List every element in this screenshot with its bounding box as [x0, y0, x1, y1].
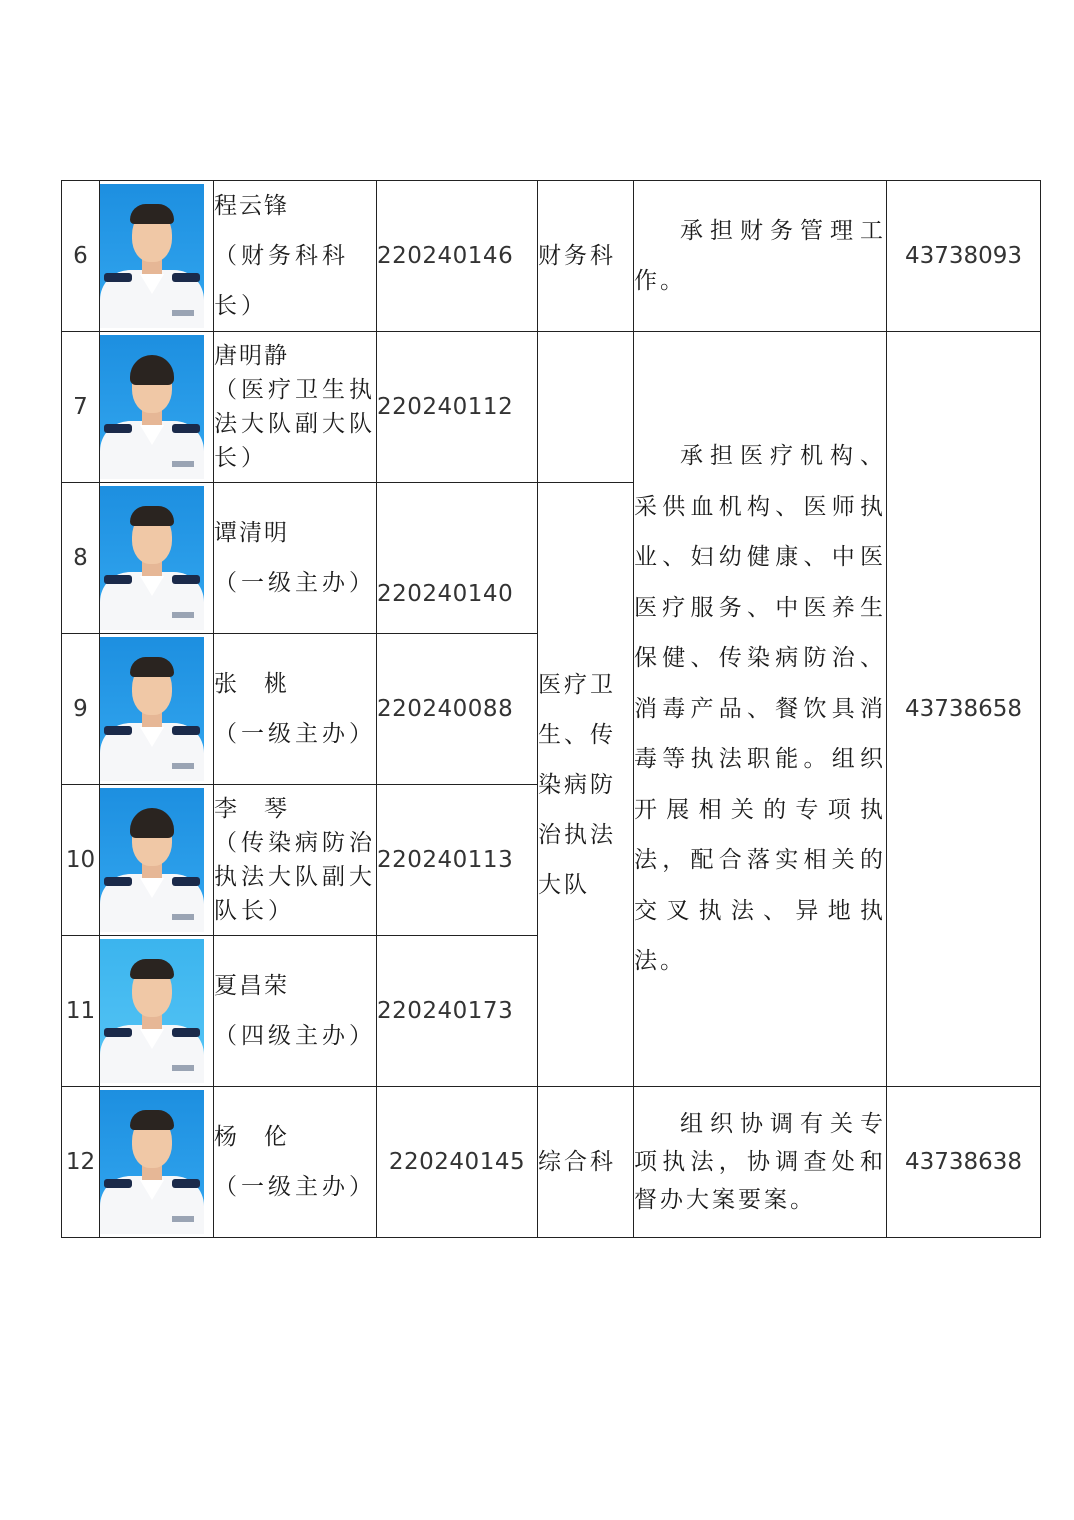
staff-name-cell — [214, 1087, 377, 1238]
row-index: 11 — [62, 936, 100, 1087]
phone-number: 43738093 — [887, 181, 1041, 332]
table-row — [62, 332, 1041, 483]
staff-id: 220240088 — [377, 634, 538, 785]
staff-title: （一级主办） — [214, 721, 376, 747]
staff-title: （财务科科长） — [214, 243, 349, 319]
staff-id: 220240146 — [377, 181, 538, 332]
person-portrait-icon — [100, 184, 204, 328]
staff-name: 杨 伦 — [214, 1124, 289, 1150]
row-index: 10 — [62, 785, 100, 936]
staff-name-cell — [214, 634, 377, 785]
duty-description: 承担医疗机构、采供血机构、医师执业、妇幼健康、中医医疗服务、中医养生保健、传染病防治、消毒产品、餐饮具消毒等执法职能。组织开展相关的专项执法，配合落实相关的交叉执法、异地执法。 — [634, 332, 887, 1087]
staff-title: （一级主办） — [214, 570, 376, 596]
phone-number: 43738638 — [887, 1087, 1041, 1238]
staff-id: 220240173 — [377, 936, 538, 1087]
department-empty — [538, 332, 634, 483]
row-index: 9 — [62, 634, 100, 785]
photo-cell — [100, 483, 214, 634]
staff-id: 220240112 — [377, 332, 538, 483]
staff-name-cell — [214, 483, 377, 634]
person-portrait-icon — [100, 788, 204, 932]
person-portrait-icon — [100, 1090, 204, 1234]
staff-name-cell — [214, 181, 377, 332]
photo-cell — [100, 785, 214, 936]
person-portrait-icon — [100, 939, 204, 1083]
department: 综合科 — [538, 1087, 634, 1238]
staff-name: 夏昌荣 — [214, 973, 289, 999]
person-portrait-icon — [100, 637, 204, 781]
staff-title: （传染病防治执法大队副大队长） — [214, 830, 376, 924]
row-index: 7 — [62, 332, 100, 483]
duty-description: 承担财务管理工作。 — [634, 181, 887, 332]
staff-name: 谭清明 — [214, 520, 289, 546]
person-portrait-icon — [100, 335, 204, 479]
phone-number: 43738658 — [887, 332, 1041, 1087]
photo-cell — [100, 1087, 214, 1238]
staff-name-cell — [214, 785, 377, 936]
staff-name: 张 桃 — [214, 671, 289, 697]
staff-name-cell — [214, 332, 377, 483]
staff-name: 李 琴 — [214, 796, 289, 822]
staff-id: 220240140 — [377, 483, 538, 634]
row-index: 8 — [62, 483, 100, 634]
staff-table — [61, 180, 1041, 1238]
staff-title: （一级主办） — [214, 1174, 376, 1200]
table-row — [62, 181, 1041, 332]
photo-cell — [100, 332, 214, 483]
row-index: 6 — [62, 181, 100, 332]
staff-name-cell — [214, 936, 377, 1087]
photo-cell — [100, 181, 214, 332]
duty-description: 组织协调有关专项执法，协调查处和督办大案要案。 — [634, 1087, 887, 1238]
person-portrait-icon — [100, 486, 204, 630]
department: 医疗卫生、传染病防治执法大队 — [538, 483, 634, 1087]
staff-id: 220240113 — [377, 785, 538, 936]
staff-id: 220240145 — [377, 1087, 538, 1238]
staff-title: （四级主办） — [214, 1023, 376, 1049]
staff-title: （医疗卫生执法大队副大队长） — [214, 377, 376, 471]
department: 财务科 — [538, 181, 634, 332]
staff-name: 程云锋 — [214, 193, 289, 219]
row-index: 12 — [62, 1087, 100, 1238]
table-row — [62, 1087, 1041, 1238]
staff-name: 唐明静 — [214, 343, 289, 369]
photo-cell — [100, 936, 214, 1087]
photo-cell — [100, 634, 214, 785]
